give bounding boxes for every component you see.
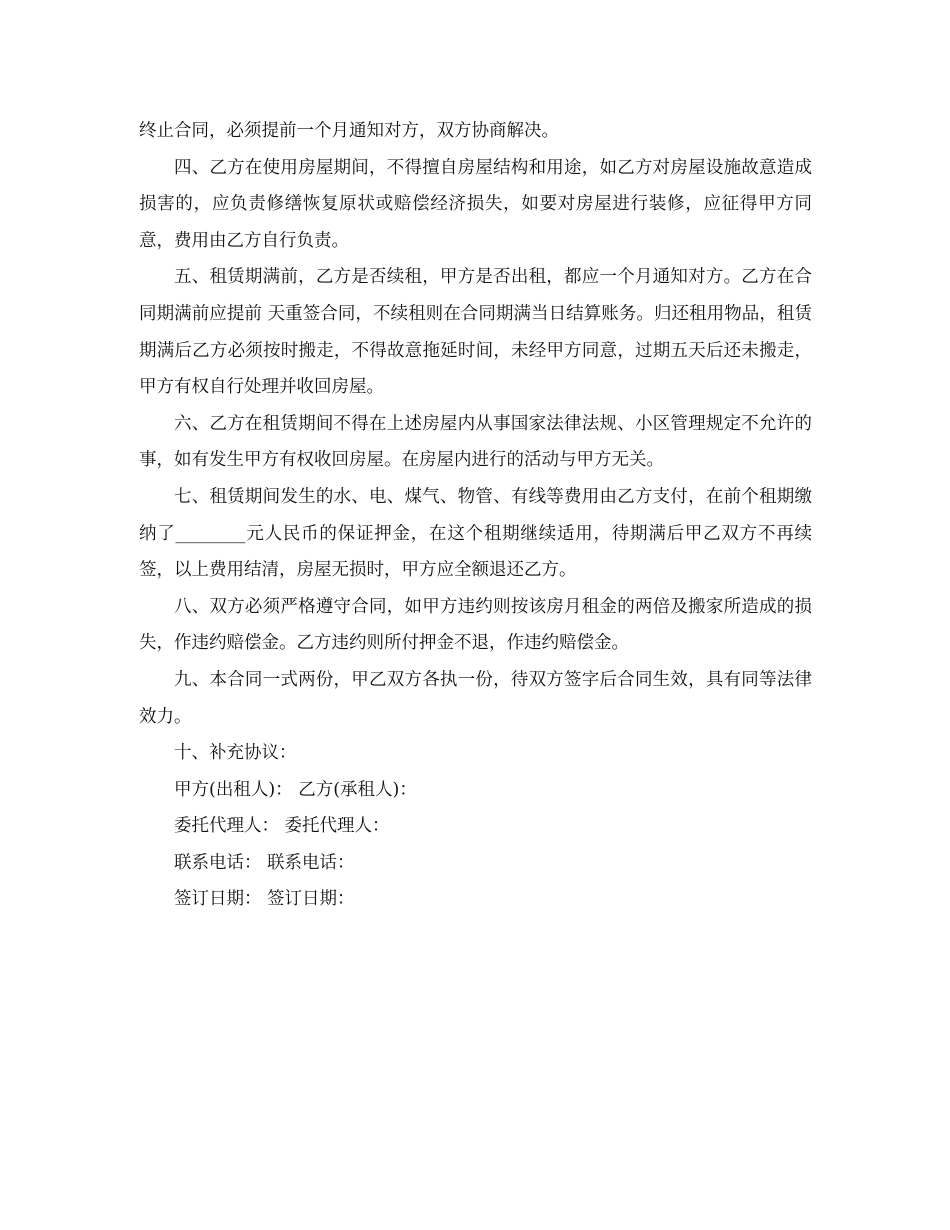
paragraph-clause-7: 七、租赁期间发生的水、电、煤气、物管、有线等费用由乙方支付，在前个租期缴纳了________元人民币的保证押金，在这个租期继续适用，待期满后甲乙双方不再续签，以上费用结清，房屋无损时，甲方应全额退还乙方。: [139, 486, 812, 581]
contract-body: [139, 113, 812, 918]
paragraph-clause-4: 四、乙方在使用房屋期间，不得擅自房屋结构和用途，如乙方对房屋设施故意造成损害的，应负责修缮恢复原状或赔偿经济损失，如要对房屋进行装修，应征得甲方同意，费用由乙方自行负责。: [139, 157, 812, 251]
paragraph-termination-notice: 终止合同，必须提前一个月通知对方，双方协商解决。: [139, 121, 559, 141]
signature-line-date: 签订日期： 签订日期：: [174, 889, 355, 910]
paragraph-clause-9: 九、本合同一式两份，甲乙双方各执一份，待双方签字后合同生效，具有同等法律效力。: [139, 669, 812, 727]
paragraph-clause-6: 六、乙方在租赁期间不得在上述房屋内从事国家法律法规、小区管理规定不允许的事，如有发生甲方有权收回房屋。在房屋内进行的活动与甲方无关。: [139, 413, 812, 471]
signature-line-parties: 甲方(出租人)： 乙方(承租人)：: [174, 779, 417, 800]
paragraph-clause-8: 八、双方必须严格遵守合同，如甲方违约则按该房月租金的两倍及搬家所造成的损失，作违约赔偿金。乙方违约则所付押金不退，作违约赔偿金。: [139, 596, 812, 654]
paragraph-clause-10: 十、补充协议：: [174, 743, 297, 764]
paragraph-clause-5: 五、租赁期满前，乙方是否续租，甲方是否出租，都应一个月通知对方。乙方在合同期满前应提前 天重签合同，不续租则在合同期满当日结算账务。归还租用物品，租赁期满后乙方必须按时搬走，不得故意拖延时间，未经甲方同意，过期五天后还未搬走，甲方有权自行处理并收回房屋。: [139, 267, 812, 398]
signature-line-agents: 委托代理人： 委托代理人：: [174, 816, 390, 837]
signature-line-phone: 联系电话： 联系电话：: [174, 852, 355, 873]
